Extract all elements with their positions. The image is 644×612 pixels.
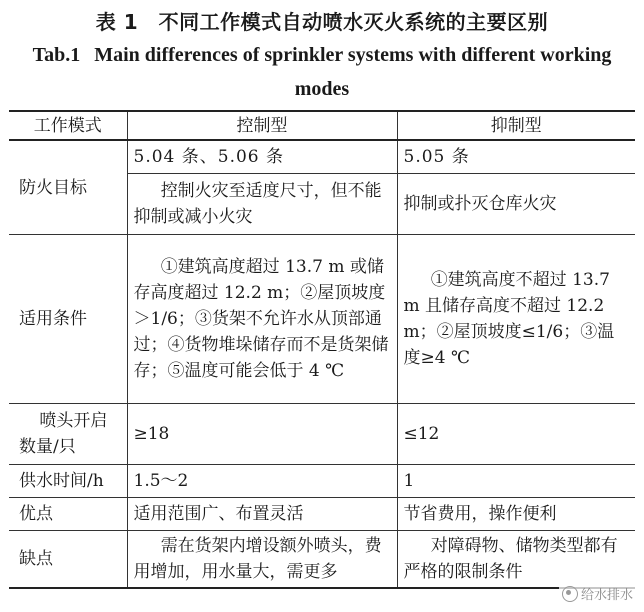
header-working-mode: 工作模式 [9,111,127,140]
row-label-water-time: 供水时间/h [9,465,127,498]
cell-suppress-advantages: 节省费用，操作便利 [397,498,635,531]
table-row [9,140,635,174]
cell-suppress-water-time: 1 [397,465,635,498]
cell-control-conditions: ①建筑高度超过 13.7 m 或储存高度超过 12.2 m；②屋顶坡度＞1/6；③货架不允许水从顶部通过；④货物堆垛储存而不是货架储存；⑤温度可能会低于 4 ℃ [127,235,397,404]
cell-suppress-conditions: ①建筑高度不超过 13.7 m 且储存高度不超过 12.2 m；②屋顶坡度≤1/6；③温度≥4 ℃ [397,235,635,404]
row-label-fire-target: 防火目标 [9,140,127,235]
cell-control-target: 控制火灾至适度尺寸，但不能抑制或减小火灾 [127,174,397,235]
table-caption-en-number: Tab.1 [32,44,81,66]
cell-suppress-clause: 5.05 条 [397,140,635,174]
cell-control-clause: 5.04 条、5.06 条 [127,140,397,174]
table-row [9,498,635,531]
header-suppression-type: 抑制型 [397,111,635,140]
cell-suppress-target: 抑制或扑灭仓库火灾 [397,174,635,235]
wechat-watermark [559,583,636,604]
row-label-conditions: 适用条件 [9,235,127,404]
table-row [9,531,635,589]
cell-control-water-time: 1.5～2 [127,465,397,498]
cell-control-disadvantages: 需在货架内增设额外喷头，费用增加，用水量大，需更多 [127,531,397,589]
watermark-text: 给水排水 [580,588,633,603]
header-control-type: 控制型 [127,111,397,140]
cell-suppress-sprinklers: ≤12 [397,404,635,465]
comparison-table [9,110,635,589]
table-row [9,465,635,498]
row-label-advantages: 优点 [9,498,127,531]
wechat-logo-icon [562,586,578,602]
row-label-sprinklers: 喷头开启数量/只 [9,404,127,465]
table-row [9,404,635,465]
table-row [9,235,635,404]
cell-suppress-disadvantages: 对障碍物、储物类型都有严格的限制条件 [397,531,635,589]
row-label-disadvantages: 缺点 [9,531,127,589]
cell-control-sprinklers: ≥18 [127,404,397,465]
table-caption-en [24,38,620,106]
cell-control-advantages: 适用范围广、布置灵活 [127,498,397,531]
table-caption-cn: 表 1 不同工作模式自动喷水灭火系统的主要区别 [95,10,549,34]
table-header-row [9,111,635,140]
table-caption-en-title: Main differences of sprinkler systems with different working modes [94,44,612,100]
